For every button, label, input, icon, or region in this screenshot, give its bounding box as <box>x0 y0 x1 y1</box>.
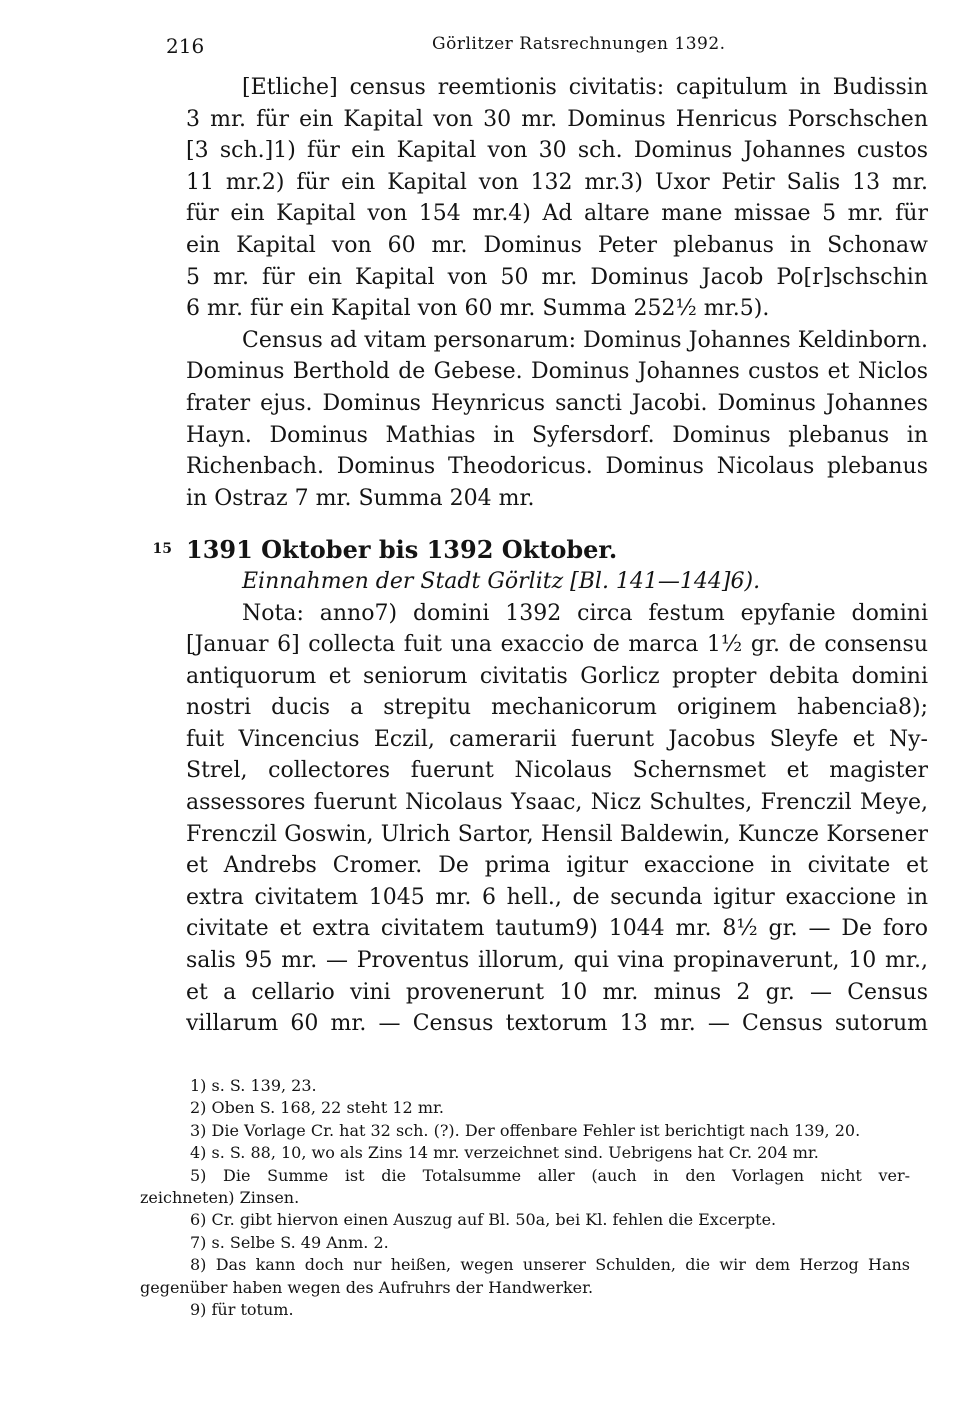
text-line <box>186 388 928 420</box>
footnotes <box>140 1075 910 1321</box>
line-text: Strel, collectores fuerunt Nicolaus Schernsmet et magister <box>186 758 928 784</box>
footnote: 1) s. S. 139, 23. <box>190 1076 317 1095</box>
line-text: [3 sch.]1) für ein Kapital von 30 sch. Dominus Johannes custos <box>186 138 928 164</box>
line-text: 3 mr. für ein Kapital von 30 mr. Dominus Henricus Porschschen <box>186 106 928 132</box>
text-line <box>186 850 928 882</box>
line-text: salis 95 mr. — Proventus illorum, qui vina propinaverunt, 10 mr., <box>186 948 928 974</box>
text-line <box>186 420 928 452</box>
line-text: et Andrebs Cromer. De prima igitur exaccione in civitate et <box>186 853 928 879</box>
line-text: Census ad vitam personarum: Dominus Johannes Keldinborn. <box>242 327 928 353</box>
line-text: Hayn. Dominus Mathias in Syfersdorf. Dominus plebanus in <box>186 422 928 448</box>
text-line <box>186 325 928 357</box>
line-number: 15 <box>152 541 172 558</box>
line-text: et a cellario vini provenerunt 10 mr. minus 2 gr. — Census <box>186 979 928 1005</box>
line-text: in Ostraz 7 mr. Summa 204 mr. <box>186 485 535 511</box>
footnote: 7) s. Selbe S. 49 Anm. 2. <box>190 1232 389 1252</box>
section-gap <box>186 514 928 534</box>
text-line <box>186 167 928 199</box>
line-text: 6 mr. für ein Kapital von 60 mr. Summa 252½ mr.5). <box>186 296 770 322</box>
line-text: nostri ducis a strepitu mechanicorum originem habencia8); <box>186 695 928 721</box>
line-text: 11 mr.2) für ein Kapital von 132 mr.3) Uxor Petir Salis 13 mr. <box>186 169 928 195</box>
text-line <box>186 356 928 388</box>
line-text: assessores fuerunt Nicolaus Ysaac, Nicz Schultes, Frenczil Meye, <box>186 790 928 816</box>
text-line <box>186 598 928 630</box>
page-number: 216 <box>166 34 205 58</box>
line-text: frater ejus. Dominus Heynricus sancti Jacobi. Dominus Johannes <box>186 390 928 416</box>
footnote: 4) s. S. 88, 10, wo als Zins 14 mr. verzeichnet sind. Uebrigens hat Cr. 204 mr. <box>190 1143 819 1163</box>
footnote: 8) Das kann doch nur heißen, wegen unserer Schulden, die wir dem Herzog Hans <box>190 1255 910 1275</box>
line-text: extra civitatem 1045 mr. 6 hell., de secunda igitur exaccione in <box>186 884 928 910</box>
text-line <box>186 819 928 851</box>
footnote: 6) Cr. gibt hiervon einen Auszug auf Bl. 50a, bei Kl. fehlen die Excerpte. <box>190 1210 777 1230</box>
text-line <box>186 913 928 945</box>
section-subtitle <box>186 566 928 598</box>
text-line <box>186 945 928 977</box>
line-text: civitate et extra civitatem tautum9) 1044 mr. 8½ gr. — De foro <box>186 916 928 942</box>
text-line <box>186 977 928 1009</box>
text-line <box>186 724 928 756</box>
text-line <box>186 629 928 661</box>
line-text: Dominus Berthold de Gebese. Dominus Johannes custos et Niclos <box>186 359 928 385</box>
text-line <box>186 661 928 693</box>
footnote: 5) Die Summe ist die Totalsumme aller (auch in den Vorlagen nicht ver- <box>190 1165 910 1185</box>
line-text: 5 mr. für ein Kapital von 50 mr. Dominus Jacob Po[r]schschin <box>186 264 928 290</box>
footnote: 3) Die Vorlage Cr. hat 32 sch. (?). Der offenbare Fehler ist berichtigt nach 139, 20. <box>190 1120 861 1140</box>
main-text <box>152 72 928 1040</box>
line-text: Einnahmen der Stadt Görlitz [Bl. 141—144]6). <box>242 568 761 594</box>
line-text: 1391 Oktober bis 1392 Oktober. <box>186 535 618 565</box>
text-line <box>186 198 928 230</box>
line-text: [Januar 6] collecta fuit una exaccio de marca 1½ gr. de consensu <box>186 632 928 658</box>
line-text: villarum 60 mr. — Census textorum 13 mr. — Census sutorum <box>186 1011 928 1037</box>
text-line <box>186 135 928 167</box>
footnote: 2) Oben S. 168, 22 steht 12 mr. <box>190 1098 444 1118</box>
running-title: Görlitzer Ratsrechnungen 1392. <box>432 34 726 54</box>
text-line <box>186 451 928 483</box>
line-text: antiquorum et seniorum civitatis Gorlicz propter debita domini <box>186 663 928 689</box>
text-line <box>186 104 928 136</box>
footnote: zeichneten) Zinsen. <box>140 1187 300 1207</box>
text-line <box>186 755 928 787</box>
text-line <box>186 483 928 515</box>
footnote: gegenüber haben wegen des Aufruhrs der Handwerker. <box>140 1277 594 1297</box>
text-line <box>186 1008 928 1040</box>
line-text: Frenczil Goswin, Ulrich Sartor, Hensil Baldewin, Kuncze Korsener <box>186 821 928 847</box>
text-line <box>186 72 928 104</box>
line-text: Richenbach. Dominus Theodoricus. Dominus Nicolaus plebanus <box>186 454 928 480</box>
line-text: Nota: anno7) domini 1392 circa festum epyfanie domini <box>242 600 928 626</box>
text-line <box>186 262 928 294</box>
text-line <box>186 692 928 724</box>
text-line <box>186 293 928 325</box>
text-line <box>186 230 928 262</box>
text-line <box>186 882 928 914</box>
line-text: [Etliche] census reemtionis civitatis: capitulum in Budissin <box>242 75 928 100</box>
text-line <box>186 787 928 819</box>
line-text: fuit Vincencius Eczil, camerarii fuerunt Jacobus Sleyfe et Ny- <box>186 726 928 752</box>
line-text: für ein Kapital von 154 mr.4) Ad altare mane missae 5 mr. für <box>186 201 928 227</box>
section-heading <box>152 534 928 566</box>
line-text: ein Kapital von 60 mr. Dominus Peter plebanus in Schonaw <box>186 232 928 258</box>
footnote: 9) für totum. <box>190 1299 294 1319</box>
